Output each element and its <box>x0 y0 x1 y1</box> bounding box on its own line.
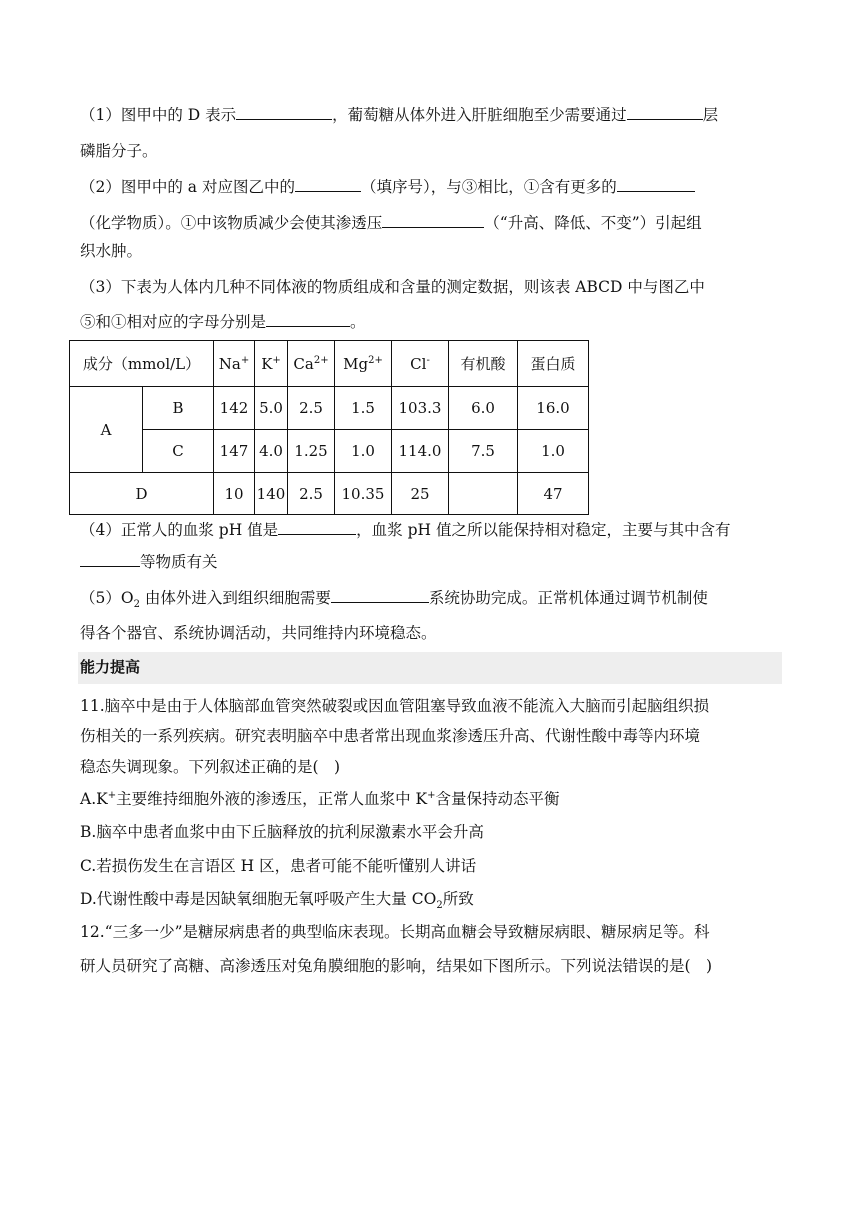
q10-part4-line1: （4）正常人的血浆 pH 值是 ，血浆 pH 值之所以能保持相对稳定，主要与其中含有 <box>80 518 730 542</box>
table-cell: 2.5 <box>288 387 335 430</box>
header-cell: 蛋白质 <box>518 341 589 387</box>
answer-blank <box>266 310 350 327</box>
q11-stem-line2: 伤相关的一系列疾病。研究表明脑卒中患者常出现血浆渗透压升高、代谢性酸中毒等内环境 <box>80 727 701 745</box>
q10-part3-line1: （3）下表为人体内几种不同体液的物质组成和含量的测定数据，则该表 ABCD 中与图乙中 <box>80 278 705 296</box>
row-label: B <box>143 387 214 430</box>
q10-part5-line1: $(5)O_2$ 由体外进入到组织细胞需要 系统协助完成。正常机体通过调节机制使 <box>80 586 708 610</box>
table-cell: 1.5 <box>335 387 392 430</box>
table-cell: 1.0 <box>518 430 589 473</box>
q11-stem-line3: 稳态失调现象。下列叙述正确的是( ) <box>80 758 341 776</box>
table-row <box>70 473 589 515</box>
q11-option-c: C.若损伤发生在言语区 H 区，患者可能不能听懂别人讲话 <box>80 857 477 875</box>
group-cell: A <box>70 387 143 473</box>
answer-blank <box>617 175 695 192</box>
q11-option-a: A.K+主要维持细胞外液的渗透压，正常人血浆中 K+含量保持动态平衡 <box>80 789 560 808</box>
header-cell: K+ <box>255 341 288 387</box>
header-cell: $Ca^{2+}$ <box>288 341 335 387</box>
header-cell: 有机酸 <box>449 341 518 387</box>
answer-blank <box>295 175 361 192</box>
table-cell: 114.0 <box>392 430 449 473</box>
section-bar <box>78 652 782 684</box>
q10-part1-line1: （1）图甲中的 D 表示 ，葡萄糖从体外进入肝脏细胞至少需要通过 层 <box>80 103 718 127</box>
answer-blank <box>236 103 332 120</box>
q10-part2-line1: （2）图甲中的 a 对应图乙中的 （填序号），与③相比，①含有更多的 <box>80 175 695 199</box>
table-cell: 103.3 <box>392 387 449 430</box>
q10-part1-line2: 磷脂分子。 <box>80 142 158 160</box>
composition-table <box>69 340 589 515</box>
table-cell: 140 <box>255 473 288 515</box>
table-cell: 142 <box>214 387 255 430</box>
row-label: D <box>70 473 214 515</box>
table-cell: 5.0 <box>255 387 288 430</box>
table-cell: 25 <box>392 473 449 515</box>
answer-blank <box>278 518 356 535</box>
table-cell <box>449 473 518 515</box>
header-cell: Na+ <box>214 341 255 387</box>
table-cell: 47 <box>518 473 589 515</box>
table-cell: 2.5 <box>288 473 335 515</box>
answer-blank <box>331 586 429 603</box>
q10-part2-line2: （化学物质）。①中该物质减少会使其渗透压 （“升高、降低、不变”）引起组 <box>80 211 702 235</box>
q10-part4-line2: 等物质有关 <box>80 550 218 574</box>
table-cell: 7.5 <box>449 430 518 473</box>
q12-stem-line1: 12.“三多一少”是糖尿病患者的典型临床表现。长期高血糖会导致糖尿病眼、糖尿病足等。科 <box>80 923 710 941</box>
q12-stem-line2: 研人员研究了高糖、高渗透压对兔角膜细胞的影响，结果如下图所示。下列说法错误的是( ) <box>80 957 713 975</box>
table-row <box>70 430 589 473</box>
table-cell: 1.0 <box>335 430 392 473</box>
table-cell: 4.0 <box>255 430 288 473</box>
answer-blank <box>382 211 484 228</box>
header-cell: Cl- <box>392 341 449 387</box>
table-cell: 10 <box>214 473 255 515</box>
section-title: 能力提高 <box>80 658 141 676</box>
table-cell: 147 <box>214 430 255 473</box>
q10-part3-line2: ⑤和①相对应的字母分别是 。 <box>80 310 366 334</box>
table-cell: 10.35 <box>335 473 392 515</box>
table-row <box>70 387 589 430</box>
table-cell: 1.25 <box>288 430 335 473</box>
q11-option-b: B.脑卒中患者血浆中由下丘脑释放的抗利尿激素水平会升高 <box>80 823 484 841</box>
answer-blank <box>80 550 140 567</box>
q10-part5-line2: 得各个器官、系统协调活动，共同维持内环境稳态。 <box>80 624 437 642</box>
row-label: C <box>143 430 214 473</box>
q11-stem-line1: 11.脑卒中是由于人体脑部血管突然破裂或因血管阻塞导致血液不能流入大脑而引起脑组织损 <box>80 697 710 715</box>
header-cell: $Mg^{2+}$ <box>335 341 392 387</box>
table-cell: 6.0 <box>449 387 518 430</box>
answer-blank <box>627 103 703 120</box>
q11-option-d: D.代谢性酸中毒是因缺氧细胞无氧呼吸产生大量 $CO_2$所致 <box>80 890 474 912</box>
q10-part2-line3: 织水肿。 <box>80 242 143 260</box>
table-cell: 16.0 <box>518 387 589 430</box>
header-cell: 成分（mmol/L） <box>70 341 214 387</box>
table-header-row <box>70 341 589 387</box>
